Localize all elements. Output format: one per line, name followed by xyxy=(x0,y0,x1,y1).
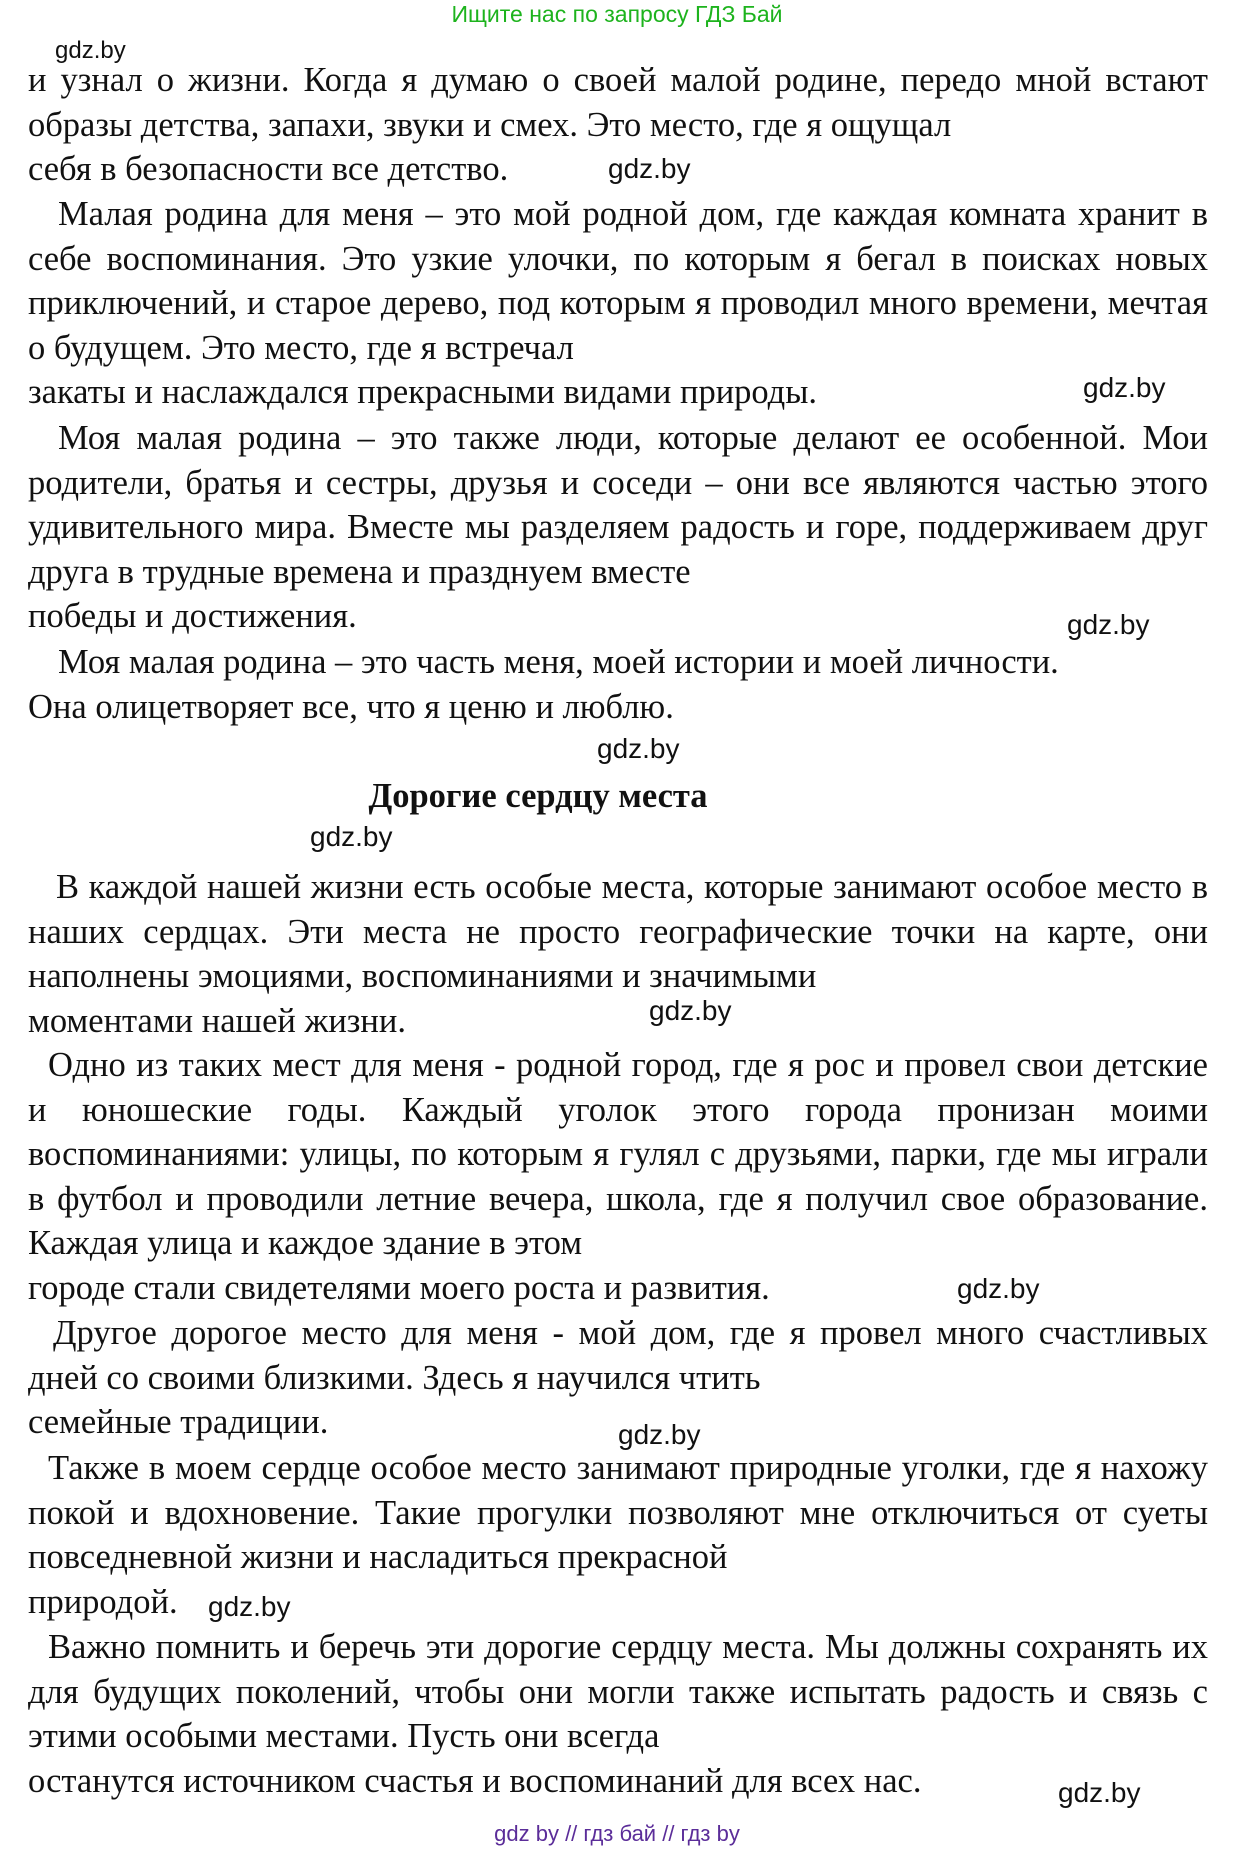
paragraph-text: Также в моем сердце особое место занимают природные уголки, где я нахожу покой и вдохновение. Такие прогулки позволяют мне отключиться от суеты повседневной жизни и насладиться прекрасной xyxy=(28,1449,1208,1577)
paragraph-last-line: семейные традиции. xyxy=(28,1403,329,1442)
paragraph-text: Моя малая родина – это часть меня, моей истории и моей личности. xyxy=(58,643,1059,681)
paragraph-8 xyxy=(28,1446,1208,1624)
watermark: gdz.by xyxy=(608,153,691,184)
paragraph-9 xyxy=(28,1625,1208,1803)
paragraph-last-line: моментами нашей жизни. xyxy=(28,1001,406,1040)
section-heading: Дорогие сердцу места xyxy=(368,777,708,815)
paragraph-text: Малая родина для меня – это мой родной дом, где каждая комната хранит в себе воспоминания. Это узкие улочки, по которым я бегал в поисках новых приключений, и старое дерево, под которым я проводил много времени, мечтая о будущем. Это место, где я встречал xyxy=(28,195,1208,367)
paragraph-6 xyxy=(28,1043,1208,1311)
watermark: gdz.by xyxy=(957,1273,1040,1304)
paragraph-5 xyxy=(28,865,1208,1043)
paragraph-last-line: Она олицетворяет все, что я ценю и люблю. xyxy=(28,687,674,726)
watermark: gdz.by xyxy=(55,37,126,64)
paragraph-last-line: городе стали свидетелями моего роста и развития. xyxy=(28,1268,770,1307)
paragraph-last-line: закаты и наслаждался прекрасными видами природы. xyxy=(28,373,818,412)
watermark: gdz.by xyxy=(618,1419,701,1450)
paragraph-3 xyxy=(28,416,1208,639)
paragraph-text: Другое дорогое место для меня - мой дом, где я провел много счастливых дней со своими близкими. Здесь я научился чтить xyxy=(28,1314,1208,1397)
paragraph-last-line: природой. xyxy=(28,1582,178,1621)
paragraph-last-line: себя в безопасности все детство. xyxy=(28,150,509,189)
paragraph-4 xyxy=(28,640,1208,729)
watermark: gdz.by xyxy=(310,821,393,852)
watermark: gdz.by xyxy=(208,1591,291,1622)
footer-links: gdz by // гдз бай // гдз by xyxy=(494,1821,740,1846)
paragraph-2 xyxy=(28,192,1208,415)
paragraph-text: Одно из таких мест для меня - родной город, где я рос и провел свои детские и юношеские годы. Каждый уголок этого города пронизан моими воспоминаниями: улицы, по которым я гулял с друзьями, парки, где мы играли в футбол и проводили летние вечера, школа, где я получил свое образование. Каждая улица и каждое здание в этом xyxy=(28,1046,1208,1263)
watermark: gdz.by xyxy=(649,995,732,1026)
watermark: gdz.by xyxy=(1067,609,1150,640)
watermark: gdz.by xyxy=(1058,1777,1141,1808)
paragraph-last-line: победы и достижения. xyxy=(28,597,357,636)
paragraph-text: Важно помнить и беречь эти дорогие сердцу места. Мы должны сохранять их для будущих поколений, чтобы они могли также испытать радость и связь с этими особыми местами. Пусть они всегда xyxy=(28,1628,1208,1756)
watermark: gdz.by xyxy=(1083,372,1166,403)
paragraph-last-line: останутся источником счастья и воспоминаний для всех нас. xyxy=(28,1761,922,1800)
paragraph-text: В каждой нашей жизни есть особые места, которые занимают особое место в наших сердцах. Эти места не просто географические точки на карте, они наполнены эмоциями, воспоминаниями и значимыми xyxy=(28,868,1208,996)
paragraph-text: и узнал о жизни. Когда я думаю о своей малой родине, передо мной встают образы детства, запахи, звуки и смех. Это место, где я ощущал xyxy=(28,61,1208,144)
paragraph-text: Моя малая родина – это также люди, которые делают ее особенной. Мои родители, братья и сестры, друзья и соседи – они все являются частью этого удивительного мира. Вместе мы разделяем радость и горе, поддерживаем друг друга в трудные времена и празднуем вместе xyxy=(28,419,1208,591)
top-banner: Ищите нас по запросу ГДЗ Бай xyxy=(451,1,783,27)
watermark: gdz.by xyxy=(597,733,680,764)
